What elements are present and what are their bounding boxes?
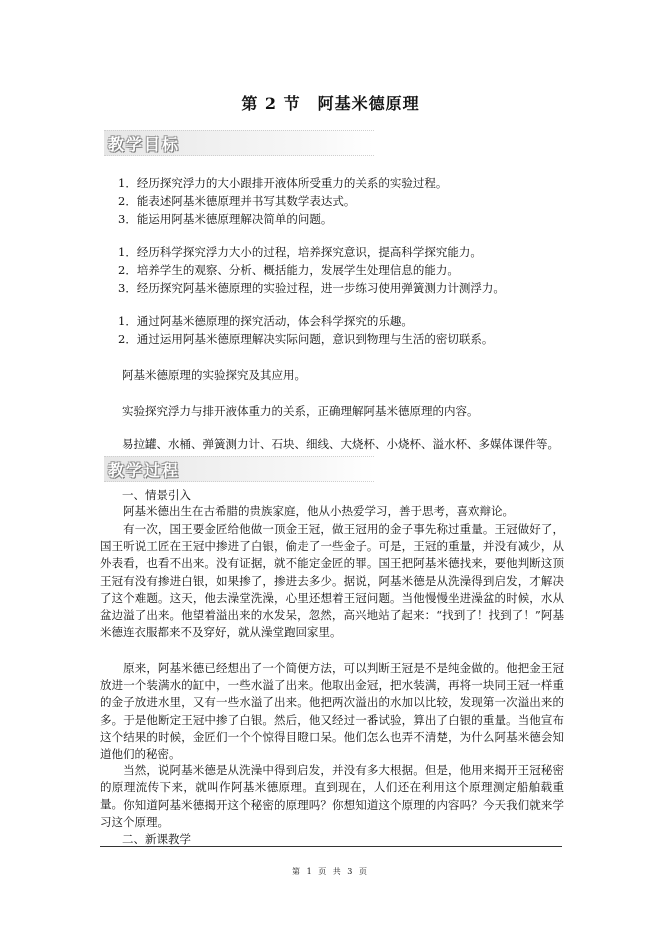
difficulty: 实验探究浮力与排开液体重力的关系，正确理解阿基米德原理的内容。 [122,404,479,418]
footer-rule [100,846,562,847]
story-text: 当然，说阿基米德是从洗澡中得到启发，并没有多大根据。但是，他用来揭开王冠秘密的原理流传下来，就叫作阿基米德原理。直到现在，人们还在利用这个原理测定船舶载重量。 [100,763,564,812]
goal-ability-3: 3．经历探究阿基米德原理的实验过程，进一步练习使用弹簧测力计测浮力。 [118,281,505,295]
banner-label: 教学过程 [108,461,181,480]
goal-knowledge-1: 1．经历探究浮力的大小跟排开液体所受重力的关系的实验过程。 [118,176,448,190]
story-paragraph-5 [100,797,564,831]
story-text: 原来，阿基米德已经想出了一个简便方法，可以判断王冠是不是纯金做的。他把金王冠放进一个装满水的缸中，一些水溢了出来。他取出金冠，把水装满，再将一块同王冠一样重的金子放进水里，又有一些水溢了出来。他把两次溢出的水加以比较，发现第一次溢出来的多。于是他断定王冠中掺了白银。然后，他又经过一番试验，算出了白银的重量。当他宣布这个结果的时候，金匠们一个个惊得目瞪口呆。他们怎么也弄不清楚，为什么阿基米德会知道他们的秘密。 [100,661,564,762]
section-heading-new-lesson: 二、新课教学 [122,832,191,846]
section-heading-intro: 一、情景引入 [122,488,191,502]
banner-label: 教学目标 [108,135,181,154]
banner-teaching-goals [104,130,374,154]
page-footer: 第 1 页 共 3 页 [292,867,369,876]
goal-emotion-2: 2．通过运用阿基米德原理解决实际问题，意识到物理与生活的密切联系。 [118,332,494,346]
page-title: 第 2 节 阿基米德原理 [241,94,420,113]
story-text: 有一次，国王要金匠给他做一顶金王冠，做王冠用的金子事先称过重量。王冠做好了，国王听说工匠在王冠中掺进了白银，偷走了一些金子。可是，王冠的重量，并没有减少，从外表看，也看不出来。没有证据，就不能定金匠的罪。国王把阿基米德找来，要他判断这顶王冠有没有掺进白银，如果掺了，掺进去多少。据说，阿基米德是从洗澡得到启发，才解决了这个难题。这天，他去澡堂洗澡，心里还想着王冠问题。当他慢慢坐进澡盆的时候，水从盆边溢了出来。他望着溢出来的水发呆，忽然，高兴地站了起来：“找到了！找到了！”阿基米德连衣服都来不及穿好，就从澡堂跑回家里。 [100,522,564,640]
story-text: 你知道阿基米德揭开这个秘密的原理吗？你想知道这个原理的内容吗？今天我们就来学习这个原理。 [100,798,564,830]
goal-emotion-1: 1．通过阿基米德原理的探究活动，体会科学探究的乐趣。 [118,314,413,328]
materials: 易拉罐、水桶、弹簧测力计、石块、细线、大烧杯、小烧杯、溢水杯、多媒体课件等。 [122,437,559,451]
goal-ability-1: 1．经历科学探究浮力大小的过程，培养探究意识，提高科学探究能力。 [118,245,482,259]
key-point: 阿基米德原理的实验探究及其应用。 [122,368,306,382]
goal-knowledge-3: 3．能运用阿基米德原理解决简单的问题。 [118,212,333,226]
story-paragraph-2 [100,521,564,641]
story-paragraph-1 [100,503,564,520]
story-paragraph-3 [100,660,564,763]
goal-ability-2: 2．培养学生的观察、分析、概括能力，发展学生处理信息的能力。 [118,263,459,277]
story-text: 阿基米德出生在古希腊的贵族家庭，他从小热爱学习，善于思考，喜欢辩论。 [123,504,514,518]
goal-knowledge-2: 2．能表述阿基米德原理并书写其数学表达式。 [118,194,356,208]
banner-teaching-process [104,456,374,480]
